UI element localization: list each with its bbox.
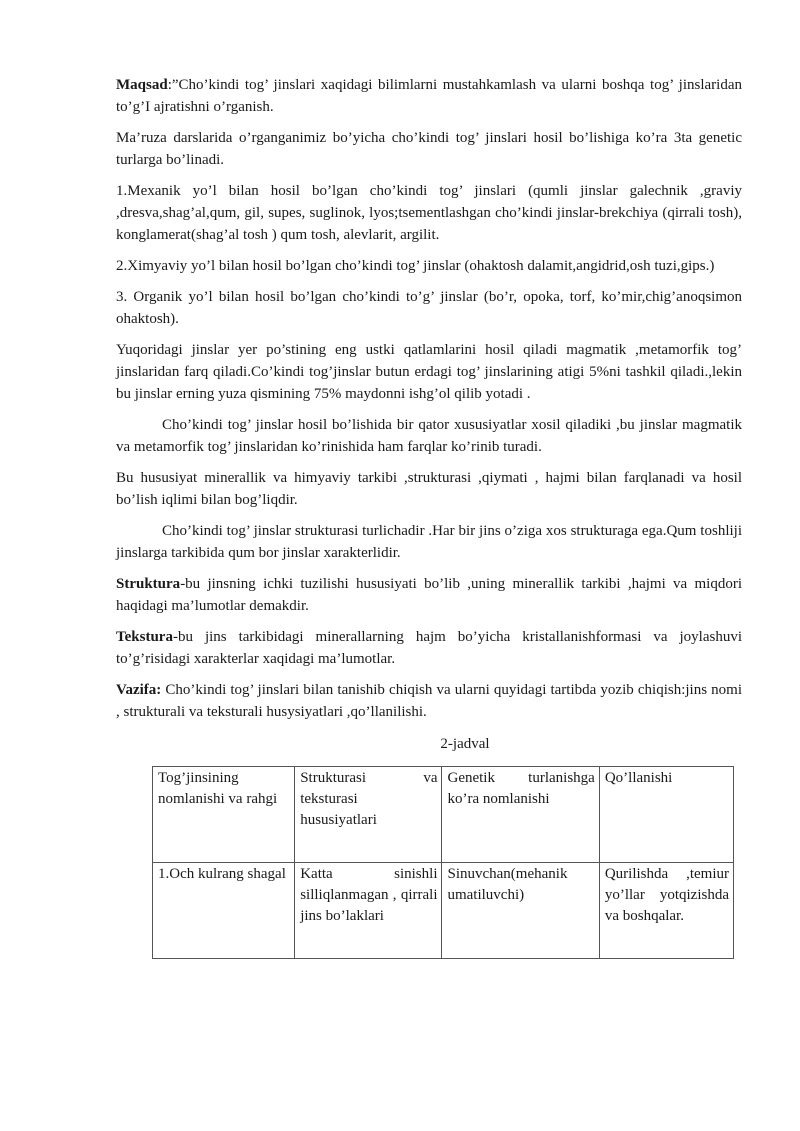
goal-paragraph: [116, 74, 742, 118]
structure-variety-paragraph: Cho’kindi tog’ jinslar strukturasi turlichadir .Har bir jins o’ziga xos strukturaga ega.Qum toshliji jinslarga tarkibida qum bor jinslar xarakterlidir.: [116, 523, 742, 561]
goal-label: Maqsad: [116, 77, 168, 93]
table-row: [153, 863, 734, 959]
cell-structure: Katta sinishli silliqlanmagan , qirrali jins bo’laklari: [295, 863, 442, 959]
texture-label: Tekstura: [116, 629, 173, 645]
table-caption: 2-jadval: [440, 736, 490, 752]
header-structure: Strukturasi va teksturasi hususiyatlari: [295, 767, 442, 863]
cell-usage: Qurilishda ,temiur yo’llar yotqizishda va boshqalar.: [599, 863, 733, 959]
document-page: [116, 74, 742, 959]
cell-genetic: Sinuvchan(mehanik umatiluvchi): [442, 863, 599, 959]
intro-paragraph: Ma’ruza darslarida o’rganganimiz bo’yicha cho’kindi tog’ jinslari hosil bo’lishiga ko’ra 3ta genetic turlarga bo’linadi.: [116, 130, 742, 168]
header-usage: Qo’llanishi: [599, 767, 733, 863]
structure-text: -bu jinsning ichki tuzilishi hususiyati bo’lib ,uning minerallik tarkibi ,hajmi va miqdori haqidagi ma’lumotlar demakdir.: [116, 576, 742, 614]
texture-definition-paragraph: [116, 626, 742, 670]
organic-paragraph: 3. Organik yo’l bilan hosil bo’lgan cho’kindi to’g’ jinslar (bo’r, opoka, torf, ko’mir,chig’anoqsimon ohaktosh).: [116, 289, 742, 327]
features-paragraph: Bu hususiyat minerallik va himyaviy tarkibi ,strukturasi ,qiymati , hajmi bilan farqlanadi va hosil bo’lish iqlimi bilan bog’liqdir.: [116, 470, 742, 508]
structure-definition-paragraph: [116, 573, 742, 617]
task-paragraph: [116, 679, 742, 723]
structure-label: Struktura: [116, 576, 181, 592]
rocks-table: [152, 766, 734, 959]
header-genetic: Genetik turlanishga ko’ra nomlanishi: [442, 767, 599, 863]
task-text: Cho’kindi tog’ jinslari bilan tanishib chiqish va ularni quyidagi tartibda yozib chiqish:jins nomi , strukturali va teksturali husysiyatlari ,qo’llanilishi.: [116, 682, 742, 720]
task-label: Vazifa:: [116, 682, 162, 698]
properties-paragraph: Cho’kindi tog’ jinslar hosil bo’lishida bir qator xususiyatlar xosil qiladiki ,bu jinslar magmatik va metamorfik tog’ jinslaridan ko’rinishida ham farqlar ko’rinib turadi.: [116, 417, 742, 455]
mechanical-paragraph: 1.Mexanik yo’l bilan hosil bo’lgan cho’kindi tog’ jinslari (qumli jinslar galechnik ,graviy ,dresva,shag’al,qum, gil, supes, suglinok, lyos;tsementlashgan cho’kindi jinslar-brekchiya (qirrali tosh), konglamerat(shag’al tosh ) qum tosh, alevlarit, argilit.: [116, 183, 742, 243]
cell-rock-name: 1.Och kulrang shagal: [153, 863, 295, 959]
texture-text: -bu jins tarkibidagi minerallarning hajm bo’yicha kristallanishformasi va joylashuvi to’g’risidagi xarakterlar xaqidagi ma’lumotlar.: [116, 629, 742, 667]
header-rock-name: Tog’jinsining nomlanishi va rahgi: [153, 767, 295, 863]
table-header-row: [153, 767, 734, 863]
layers-paragraph: Yuqoridagi jinslar yer po’stining eng ustki qatlamlarini hosil qiladi magmatik ,metamorfik tog’ jinslaridan farq qiladi.Co’kindi tog’jinslar butun erdagi tog’ jinslarining atigi 5%ni tashkil qiladi.,lekin bu jinslar erning yuza qismining 75% maydonni ishg’ol qilib yotadi .: [116, 342, 742, 402]
chemical-paragraph: 2.Ximyaviy yo’l bilan hosil bo’lgan cho’kindi tog’ jinslar (ohaktosh dalamit,angidrid,osh tuzi,gips.): [116, 258, 715, 274]
goal-text: :”Cho’kindi tog’ jinslari xaqidagi bilimlarni mustahkamlash va ularni boshqa tog’ jinslaridan to’g’I ajratishni o’rganish.: [116, 77, 742, 115]
